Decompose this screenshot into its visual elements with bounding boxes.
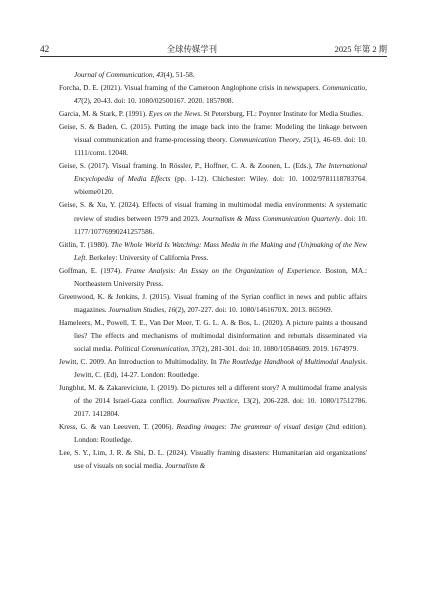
- reference-italic-segment: The International Encyclopedia of Media Effects: [74, 161, 367, 184]
- reference-text-segment: Garcia, M. & Stark, P. (1991).: [59, 109, 149, 119]
- reference-text-segment: ,: [299, 135, 304, 145]
- reference-italic-segment: 16: [167, 304, 176, 314]
- reference-italic-segment: 43: [156, 70, 164, 79]
- reference-text-segment: Geise, S. & Baden, C. (2015). Putting the image back into the frame: Modeling the linkage between visual communication and frame-processing theory.: [59, 122, 367, 145]
- reference-entry: [59, 264, 367, 290]
- reference-text-segment: Greenwood, K. & Jenkins, J. (2015). Visual framing of the Syrian conflict in news and public affairs magazines.: [59, 291, 367, 314]
- reference-text-segment: (2), 207-227. doi: 10. 1080/1461670X. 2013. 865969.: [175, 304, 333, 314]
- reference-text-segment: (2nd edition). London: Routledge.: [74, 422, 367, 445]
- reference-text-segment: Geise, S. & Xu, Y. (2024). Effects of visual framing in multimodal media environments: A systematic review of studies between 1979 and 2023.: [59, 200, 367, 223]
- reference-entry: [59, 107, 367, 120]
- reference-text-segment: Jewitt, C. 2009. An Introduction to Multimodality. In: [59, 357, 219, 367]
- journal-title: 全球传媒学刊: [166, 45, 218, 54]
- issue-label: 2025 年第 2 期: [334, 45, 387, 54]
- reference-italic-segment: Frame Analysis: An Essay on the Organization of Experience: [125, 265, 320, 275]
- header-rule: [40, 56, 387, 57]
- reference-italic-segment: Journalism & Mass Communication Quarterly: [201, 213, 341, 223]
- reference-entry: [59, 316, 367, 355]
- reference-text-segment: (1), 46-69. doi: 10. 1111/comt. 12048.: [74, 135, 367, 158]
- reference-italic-segment: 25: [303, 135, 311, 145]
- reference-text-segment: Lee, S. Y., Lim, J. R. & Shi, D. L. (2024). Visually framing disasters: Humanitarian aid organizations' use of visuals on social media.: [59, 448, 367, 471]
- reference-entry: [59, 238, 367, 264]
- reference-list: [59, 68, 367, 472]
- reference-text-segment: . Jewitt, C. (Ed), 14-27. London: Routledge.: [74, 357, 368, 380]
- reference-text-segment: Gitlin, T. (1980).: [59, 239, 111, 249]
- reference-italic-segment: Communication Theory: [229, 135, 300, 145]
- reference-text-segment: . St Petersburg, FL: Poynter Institute for Media Studies.: [200, 109, 364, 119]
- reference-italic-segment: 47: [74, 96, 82, 106]
- reference-text-segment: ,: [365, 83, 367, 93]
- reference-italic-segment: Political Communication: [114, 343, 188, 353]
- reference-text-segment: Forcha, D. E. (2021). Visual framing of the Cameroon Anglophone crisis in newspapers.: [59, 83, 323, 93]
- reference-entry: [59, 381, 367, 420]
- reference-italic-segment: Journalism Practice: [176, 396, 238, 406]
- reference-italic-segment: Reading images: The grammar of visual design: [176, 422, 323, 432]
- reference-text-segment: . doi: 10. 1177/10776990241257586.: [74, 213, 367, 236]
- reference-italic-segment: Eyes on the News: [148, 109, 201, 119]
- reference-entry: [59, 355, 367, 381]
- reference-text-segment: , 13(2), 206-228. doi: 10. 1080/17512786. 2017. 1412804.: [74, 396, 367, 419]
- reference-text-segment: Hameleers, M., Powell, T. E., Van Der Meer, T. G. L. A. & Bos, L. (2020). A picture paints a thousand lies? The effects and mechanisms of multimodal disinformation and rebuttals disseminated via social media.: [59, 317, 367, 353]
- reference-text-segment: Goffman, E. (1974).: [59, 265, 126, 275]
- reference-text-segment: (2), 20-43. doi: 10. 1080/02500167. 2020. 1857808.: [81, 96, 234, 106]
- reference-entry: [59, 290, 367, 316]
- page-number: 42: [40, 44, 50, 54]
- reference-text-segment: ,: [152, 70, 157, 79]
- reference-italic-segment: The Whole World Is Watching: Mass Media in the Making and (Un)making of the New Left: [74, 239, 368, 262]
- reference-text-segment: (pp. 1-12). Chichester: Wiley. doi: 10. 1002/9781118783764. wbieme0120.: [74, 174, 367, 197]
- reference-text-segment: Kress, G. & van Leeuven, T. (2006).: [59, 422, 177, 432]
- reference-italic-segment: Journal of Communication: [74, 70, 153, 79]
- reference-text-segment: Jungblut, M. & Zakareviciute, I. (2019). Do pictures tell a different story? A multimodal frame analysis of the 2014 Israel-Gaza conflict.: [59, 383, 367, 406]
- reference-continuation: [59, 68, 367, 81]
- reference-text-segment: ,: [164, 304, 168, 314]
- reference-italic-segment: The Routledge Handbook of Multimodal Analysis: [218, 357, 366, 367]
- reference-entry: [59, 446, 367, 472]
- reference-italic-segment: Journalism Studies: [108, 304, 165, 314]
- reference-text-segment: Geise, S. (2017). Visual framing. In Rössler, P., Hoffner, C. A. & Zoonen, L. (Eds.),: [59, 161, 316, 171]
- reference-entry: [59, 159, 367, 198]
- reference-italic-segment: Journalism &: [165, 461, 206, 471]
- reference-text-segment: . Berkeley: University of California Press.: [85, 252, 209, 262]
- reference-text-segment: (4), 51-58.: [163, 70, 195, 79]
- reference-italic-segment: Communicatio: [322, 83, 366, 93]
- reference-entry: [59, 81, 367, 107]
- reference-text-segment: , 37(2), 281-301. doi: 10. 1080/10584609. 2019. 1674979.: [187, 343, 359, 353]
- reference-text-segment: . Boston, MA.: Northeastern University Press.: [74, 265, 367, 288]
- reference-entry: [59, 420, 367, 446]
- reference-entry: [59, 120, 367, 159]
- reference-entry: [59, 198, 367, 237]
- running-header: [40, 43, 387, 55]
